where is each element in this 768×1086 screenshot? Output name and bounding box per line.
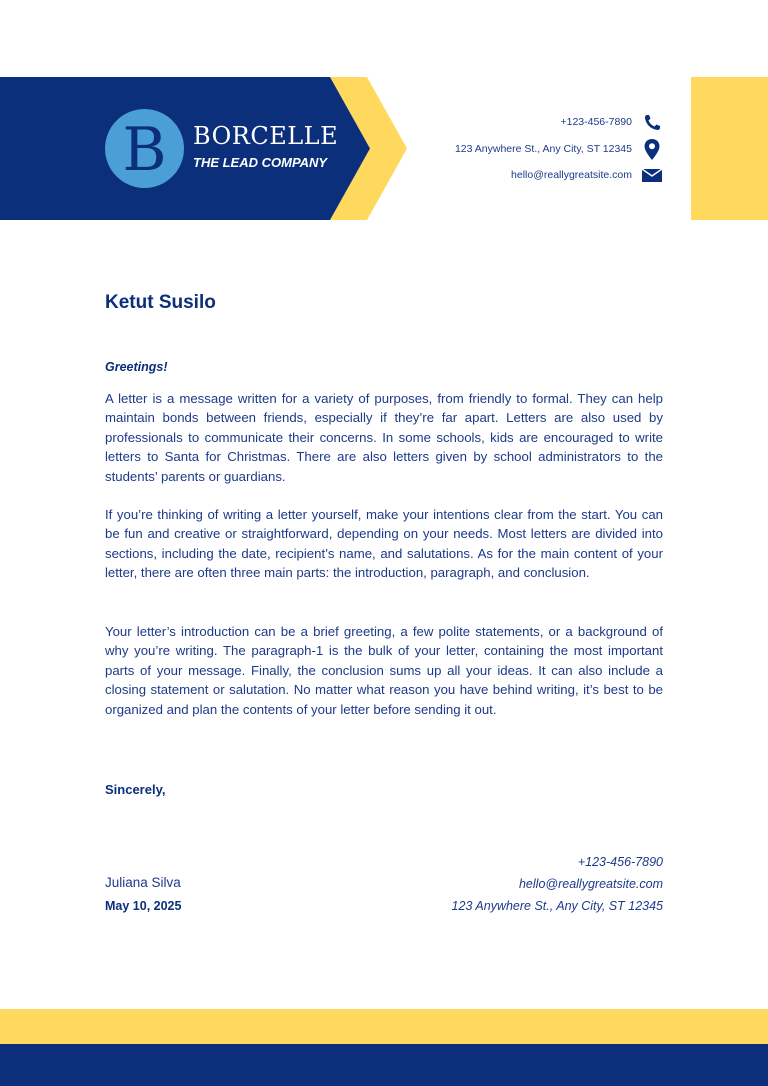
footer-yellow-band: [0, 1009, 768, 1044]
header-address: 123 Anywhere St., Any City, ST 12345: [454, 143, 632, 155]
company-name: BORCELLE: [193, 122, 339, 150]
header-email: hello@reallygreatsite.com: [511, 169, 632, 181]
logo-letter: B: [122, 114, 167, 185]
envelope-icon: [642, 167, 662, 183]
phone-icon: [642, 113, 662, 133]
closing: Sincerely,: [105, 782, 166, 797]
signature-name: Juliana Silva: [105, 875, 181, 890]
location-pin-icon: [642, 138, 662, 161]
recipient-name: Ketut Susilo: [105, 292, 216, 313]
body-paragraph: Your letter’s introduction can be a brief greeting, a few polite statements, or a background of why you’re writing. The paragraph-1 is the bulk of your letter, containing the most important parts of your message. Finally, the conclusion sums up all your ideas. It can also include a closing statement or salutation. No matter what reason you have behind writing, it’s best to be organized and plan the contents of your letter before sending it out.: [105, 624, 663, 717]
company-tagline: THE LEAD COMPANY: [193, 155, 328, 170]
header-phone: +123-456-7890: [560, 116, 632, 128]
footer-address: 123 Anywhere St., Any City, ST 12345: [451, 899, 663, 913]
logo-circle: [105, 109, 184, 188]
footer-email: hello@reallygreatsite.com: [518, 877, 663, 891]
header-accent-block: [691, 77, 768, 220]
body-paragraph: If you’re thinking of writing a letter yourself, make your intentions clear from the start. You can be fun and creative or straightforward, depending on your needs. Most letters are divided into sections, including the date, recipient’s name, and salutations. As for the main content of your letter, there are often three main parts: the introduction, paragraph, and conclusion.: [105, 507, 663, 581]
greeting: Greetings!: [105, 360, 168, 374]
signature-date: May 10, 2025: [105, 899, 182, 913]
footer-phone: +123-456-7890: [577, 855, 663, 869]
footer-navy-band: [0, 1044, 768, 1086]
body-paragraph: A letter is a message written for a variety of purposes, from friendly to formal. They can help maintain bonds between friends, especially if they’re far apart. Letters are also used by professionals to communicate their concerns. In some schools, kids are encouraged to write letters to Santa for Christmas. There are also letters given by school administrators to the students’ parents or guardians.: [105, 391, 663, 484]
